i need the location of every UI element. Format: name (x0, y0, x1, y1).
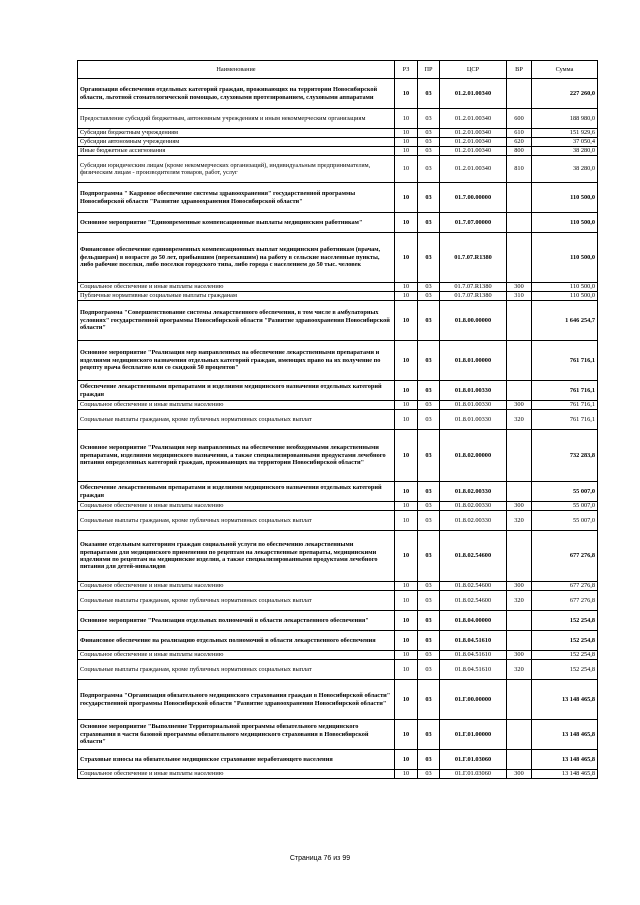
cell-name: Социальные выплаты гражданам, кроме публичных нормативных социальных выплат (78, 591, 395, 611)
cell-vr (507, 183, 532, 213)
table-row (78, 410, 598, 430)
cell-sum: 55 007,0 (532, 502, 598, 511)
cell-pr: 03 (418, 611, 440, 631)
cell-csr: 01.8.02.54600 (440, 591, 507, 611)
cell-vr (507, 611, 532, 631)
cell-rz: 10 (395, 129, 418, 138)
table-row (78, 283, 598, 292)
cell-pr: 03 (418, 720, 440, 750)
cell-csr: 01.2.01.00340 (440, 129, 507, 138)
cell-sum: 761 716,1 (532, 401, 598, 410)
table-row (78, 651, 598, 660)
cell-sum: 152 254,8 (532, 651, 598, 660)
cell-pr: 03 (418, 381, 440, 401)
cell-csr: 01.8.01.00330 (440, 381, 507, 401)
cell-pr: 03 (418, 680, 440, 720)
cell-name: Подпрограмма "Совершенствование системы лекарственного обеспечения, в том числе в амбулаторных условиях" государственной программы Новосибирской области "Развитие здравоохранения Новосибирской области" (78, 301, 395, 341)
cell-rz: 10 (395, 750, 418, 770)
cell-csr: 01.8.01.00330 (440, 410, 507, 430)
cell-vr: 320 (507, 410, 532, 430)
cell-name: Публичные нормативные социальные выплаты гражданам (78, 292, 395, 301)
cell-sum: 13 148 465,8 (532, 770, 598, 779)
cell-vr (507, 750, 532, 770)
table-row (78, 79, 598, 109)
cell-rz: 10 (395, 720, 418, 750)
header-csr: ЦСР (440, 61, 507, 79)
cell-rz: 10 (395, 660, 418, 680)
table-row (78, 129, 598, 138)
cell-name: Основное мероприятие "Единовременные компенсационные выплаты медицинским работникам" (78, 213, 395, 233)
cell-pr: 03 (418, 233, 440, 283)
table-body (78, 79, 598, 779)
cell-csr: 01.8.02.00330 (440, 482, 507, 502)
cell-vr (507, 631, 532, 651)
cell-rz: 10 (395, 502, 418, 511)
table-row (78, 482, 598, 502)
cell-rz: 10 (395, 292, 418, 301)
table-row (78, 631, 598, 651)
cell-vr: 600 (507, 109, 532, 129)
cell-pr: 03 (418, 502, 440, 511)
budget-table (77, 60, 598, 779)
cell-rz: 10 (395, 147, 418, 156)
cell-name: Социальное обеспечение и иные выплаты населению (78, 401, 395, 410)
cell-name: Финансовое обеспечение на реализацию отдельных полномочий в области лекарственного обеспечения (78, 631, 395, 651)
cell-rz: 10 (395, 482, 418, 502)
table-row (78, 680, 598, 720)
cell-rz: 10 (395, 138, 418, 147)
cell-name: Подпрограмма "Организация обязательного медицинского страхования граждан в Новосибирской области" государственной программы Новосибирской области "Развитие здравоохранения Новосибирской области" (78, 680, 395, 720)
header-rz: РЗ (395, 61, 418, 79)
cell-name: Социальное обеспечение и иные выплаты населению (78, 502, 395, 511)
cell-rz: 10 (395, 109, 418, 129)
table-row (78, 301, 598, 341)
table-header-row (78, 61, 598, 79)
cell-csr: 01.2.01.00340 (440, 156, 507, 183)
cell-vr: 610 (507, 129, 532, 138)
cell-rz: 10 (395, 213, 418, 233)
cell-sum: 677 276,8 (532, 591, 598, 611)
cell-sum: 677 276,8 (532, 531, 598, 582)
cell-sum: 151 929,6 (532, 129, 598, 138)
cell-sum: 152 254,8 (532, 631, 598, 651)
cell-name: Социальное обеспечение и иные выплаты населению (78, 283, 395, 292)
cell-name: Социальное обеспечение и иные выплаты населению (78, 770, 395, 779)
table-row (78, 138, 598, 147)
cell-csr: 01.Г.00.00000 (440, 680, 507, 720)
table-row (78, 502, 598, 511)
cell-name: Социальные выплаты гражданам, кроме публичных нормативных социальных выплат (78, 511, 395, 531)
table-row (78, 750, 598, 770)
table-row (78, 511, 598, 531)
cell-vr (507, 482, 532, 502)
cell-csr: 01.8.01.00330 (440, 401, 507, 410)
cell-vr: 300 (507, 401, 532, 410)
table-row (78, 770, 598, 779)
cell-pr: 03 (418, 341, 440, 381)
cell-name: Финансовое обеспечение единовременных компенсационных выплат медицинским работникам (врачам, фельдшерам) в возрасте до 50 лет, прибывшим (переехавшим) на работу в сельские населенные пункты, либо рабочие поселки, либо поселки городского типа, либо города с населением до 50 тыс. человек (78, 233, 395, 283)
cell-csr: 01.8.02.54600 (440, 582, 507, 591)
header-name: Наименование (78, 61, 395, 79)
cell-sum: 761 716,1 (532, 410, 598, 430)
cell-rz: 10 (395, 410, 418, 430)
cell-vr: 620 (507, 138, 532, 147)
cell-vr (507, 213, 532, 233)
cell-pr: 03 (418, 79, 440, 109)
cell-csr: 01.8.00.00000 (440, 301, 507, 341)
cell-rz: 10 (395, 381, 418, 401)
cell-sum: 38 280,0 (532, 147, 598, 156)
cell-name: Подпрограмма " Кадровое обеспечение системы здравоохранения" государственной программы Новосибирской области "Развитие здравоохранения Новосибирской области" (78, 183, 395, 213)
cell-name: Субсидии бюджетным учреждениям (78, 129, 395, 138)
cell-pr: 03 (418, 750, 440, 770)
cell-csr: 01.7.07.00000 (440, 213, 507, 233)
cell-vr (507, 79, 532, 109)
cell-name: Социальное обеспечение и иные выплаты населению (78, 651, 395, 660)
cell-rz: 10 (395, 631, 418, 651)
cell-vr (507, 430, 532, 482)
cell-sum: 110 500,0 (532, 283, 598, 292)
cell-pr: 03 (418, 109, 440, 129)
cell-vr (507, 381, 532, 401)
cell-rz: 10 (395, 611, 418, 631)
cell-sum: 110 500,0 (532, 233, 598, 283)
cell-csr: 01.8.04.51610 (440, 631, 507, 651)
cell-rz: 10 (395, 79, 418, 109)
cell-csr: 01.7.07.R1380 (440, 292, 507, 301)
cell-rz: 10 (395, 531, 418, 582)
cell-sum: 110 500,0 (532, 183, 598, 213)
cell-pr: 03 (418, 430, 440, 482)
page-number: Страница 76 из 99 (289, 855, 351, 862)
cell-sum: 13 148 465,8 (532, 750, 598, 770)
table-row (78, 531, 598, 582)
cell-name: Страховые взносы на обязательное медицинское страхование неработающего населения (78, 750, 395, 770)
cell-csr: 01.Г.01.00000 (440, 720, 507, 750)
cell-name: Субсидии юридическим лицам (кроме некоммерческих организаций), индивидуальным предпринимателям, физическим лицам - производителям товаров, работ, услуг (78, 156, 395, 183)
cell-csr: 01.2.01.00340 (440, 147, 507, 156)
cell-rz: 10 (395, 430, 418, 482)
cell-pr: 03 (418, 283, 440, 292)
table-row (78, 147, 598, 156)
cell-csr: 01.8.04.00000 (440, 611, 507, 631)
cell-csr: 01.Г.01.03060 (440, 770, 507, 779)
cell-vr: 320 (507, 591, 532, 611)
cell-sum: 13 148 465,8 (532, 720, 598, 750)
cell-vr: 300 (507, 770, 532, 779)
cell-name: Субсидии автономным учреждениям (78, 138, 395, 147)
cell-vr: 300 (507, 582, 532, 591)
cell-pr: 03 (418, 531, 440, 582)
table-row (78, 109, 598, 129)
cell-pr: 03 (418, 292, 440, 301)
cell-pr: 03 (418, 660, 440, 680)
cell-name: Обеспечение лекарственными препаратами и изделиями медицинского назначения отдельных категорий граждан (78, 381, 395, 401)
table-row (78, 381, 598, 401)
cell-pr: 03 (418, 138, 440, 147)
cell-csr: 01.2.01.00340 (440, 138, 507, 147)
cell-name: Обеспечение лекарственными препаратами и изделиями медицинского назначения отдельных категорий граждан (78, 482, 395, 502)
cell-vr: 310 (507, 292, 532, 301)
cell-csr: 01.7.07.R1380 (440, 233, 507, 283)
cell-vr: 300 (507, 502, 532, 511)
cell-sum: 761 716,1 (532, 381, 598, 401)
table-row (78, 660, 598, 680)
cell-csr: 01.8.01.00000 (440, 341, 507, 381)
cell-pr: 03 (418, 770, 440, 779)
header-pr: ПР (418, 61, 440, 79)
cell-sum: 227 260,0 (532, 79, 598, 109)
cell-sum: 152 254,8 (532, 611, 598, 631)
cell-name: Основное мероприятие "Реализация мер направленных на обеспечение лекарственными препаратами и изделиями медицинского назначения отдельных категорий граждан, имеющих право на их получение по рецепту врача бесплатно или со скидкой 50 процентов" (78, 341, 395, 381)
cell-vr: 320 (507, 660, 532, 680)
cell-rz: 10 (395, 591, 418, 611)
cell-vr (507, 301, 532, 341)
cell-sum: 110 500,0 (532, 213, 598, 233)
cell-sum: 761 716,1 (532, 341, 598, 381)
table-row (78, 233, 598, 283)
cell-rz: 10 (395, 401, 418, 410)
cell-rz: 10 (395, 341, 418, 381)
table-row (78, 720, 598, 750)
cell-sum: 677 276,8 (532, 582, 598, 591)
cell-name: Организация обеспечения отдельных категорий граждан, проживающих на территории Новосибирской области, льготной стоматологической помощью, слуховыми протезированием, слуховыми аппаратами (78, 79, 395, 109)
table-row (78, 341, 598, 381)
cell-csr: 01.8.02.00330 (440, 502, 507, 511)
cell-pr: 03 (418, 511, 440, 531)
cell-pr: 03 (418, 631, 440, 651)
cell-pr: 03 (418, 582, 440, 591)
cell-rz: 10 (395, 582, 418, 591)
cell-csr: 01.8.04.51610 (440, 660, 507, 680)
cell-vr: 800 (507, 147, 532, 156)
cell-name: Основное мероприятие "Реализация мер направленных на обеспечение необходимыми лекарственными препаратами, изделиями медицинского назначения, а также специализированными продуктами лечебного питания определенных категорий граждан, проживающих на территории Новосибирской области" (78, 430, 395, 482)
cell-vr: 320 (507, 511, 532, 531)
cell-vr (507, 720, 532, 750)
cell-rz: 10 (395, 156, 418, 183)
cell-pr: 03 (418, 401, 440, 410)
cell-pr: 03 (418, 651, 440, 660)
table-row (78, 430, 598, 482)
cell-sum: 55 007,0 (532, 511, 598, 531)
cell-rz: 10 (395, 301, 418, 341)
cell-name: Основное мероприятие "Реализация отдельных полномочий в области лекарственного обеспечения" (78, 611, 395, 631)
cell-rz: 10 (395, 680, 418, 720)
cell-vr (507, 680, 532, 720)
table-row (78, 183, 598, 213)
cell-csr: 01.8.02.54600 (440, 531, 507, 582)
cell-pr: 03 (418, 156, 440, 183)
cell-pr: 03 (418, 213, 440, 233)
cell-rz: 10 (395, 770, 418, 779)
cell-csr: 01.7.07.R1380 (440, 283, 507, 292)
cell-rz: 10 (395, 511, 418, 531)
cell-sum: 1 646 254,7 (532, 301, 598, 341)
cell-csr: 01.8.02.00330 (440, 511, 507, 531)
table-row (78, 591, 598, 611)
cell-vr (507, 531, 532, 582)
cell-csr: 01.2.01.00340 (440, 109, 507, 129)
cell-pr: 03 (418, 591, 440, 611)
table-row (78, 401, 598, 410)
cell-sum: 13 148 465,8 (532, 680, 598, 720)
cell-name: Предоставление субсидий бюджетным, автономным учреждениям и иным некоммерческим организациям (78, 109, 395, 129)
table-row (78, 292, 598, 301)
cell-pr: 03 (418, 410, 440, 430)
cell-sum: 55 007,0 (532, 482, 598, 502)
cell-sum: 110 500,0 (532, 292, 598, 301)
table-row (78, 611, 598, 631)
cell-vr (507, 341, 532, 381)
cell-csr: 01.2.01.00340 (440, 79, 507, 109)
cell-vr: 300 (507, 651, 532, 660)
cell-name: Социальное обеспечение и иные выплаты населению (78, 582, 395, 591)
header-vr: ВР (507, 61, 532, 79)
cell-csr: 01.8.04.51610 (440, 651, 507, 660)
cell-name: Социальные выплаты гражданам, кроме публичных нормативных социальных выплат (78, 410, 395, 430)
cell-pr: 03 (418, 482, 440, 502)
cell-csr: 01.8.02.00000 (440, 430, 507, 482)
cell-csr: 01.7.00.00000 (440, 183, 507, 213)
cell-vr (507, 233, 532, 283)
cell-pr: 03 (418, 183, 440, 213)
cell-rz: 10 (395, 651, 418, 660)
cell-sum: 152 254,8 (532, 660, 598, 680)
cell-name: Социальные выплаты гражданам, кроме публичных нормативных социальных выплат (78, 660, 395, 680)
cell-sum: 37 050,4 (532, 138, 598, 147)
cell-rz: 10 (395, 183, 418, 213)
table-row (78, 156, 598, 183)
cell-sum: 732 283,8 (532, 430, 598, 482)
cell-csr: 01.Г.01.03060 (440, 750, 507, 770)
cell-name: Иные бюджетные ассигнования (78, 147, 395, 156)
cell-rz: 10 (395, 233, 418, 283)
cell-sum: 188 980,0 (532, 109, 598, 129)
cell-pr: 03 (418, 301, 440, 341)
cell-sum: 38 280,0 (532, 156, 598, 183)
cell-pr: 03 (418, 147, 440, 156)
cell-vr: 300 (507, 283, 532, 292)
table-row (78, 213, 598, 233)
cell-pr: 03 (418, 129, 440, 138)
table-row (78, 582, 598, 591)
header-sum: Сумма (532, 61, 598, 79)
cell-rz: 10 (395, 283, 418, 292)
cell-vr: 810 (507, 156, 532, 183)
cell-name: Основное мероприятие "Выполнение Территориальной программы обязательного медицинского страхования в части базовой программы обязательного медицинского страхования в Новосибирской области" (78, 720, 395, 750)
cell-name: Оказание отдельным категориям граждан социальной услуги по обеспечению лекарственными препаратами для медицинского применения по рецептам на лекарственные препараты, медицинскими изделиями по рецептам на медицинские изделия, а также специализированными продуктами лечебного питания для детей-инвалидов (78, 531, 395, 582)
